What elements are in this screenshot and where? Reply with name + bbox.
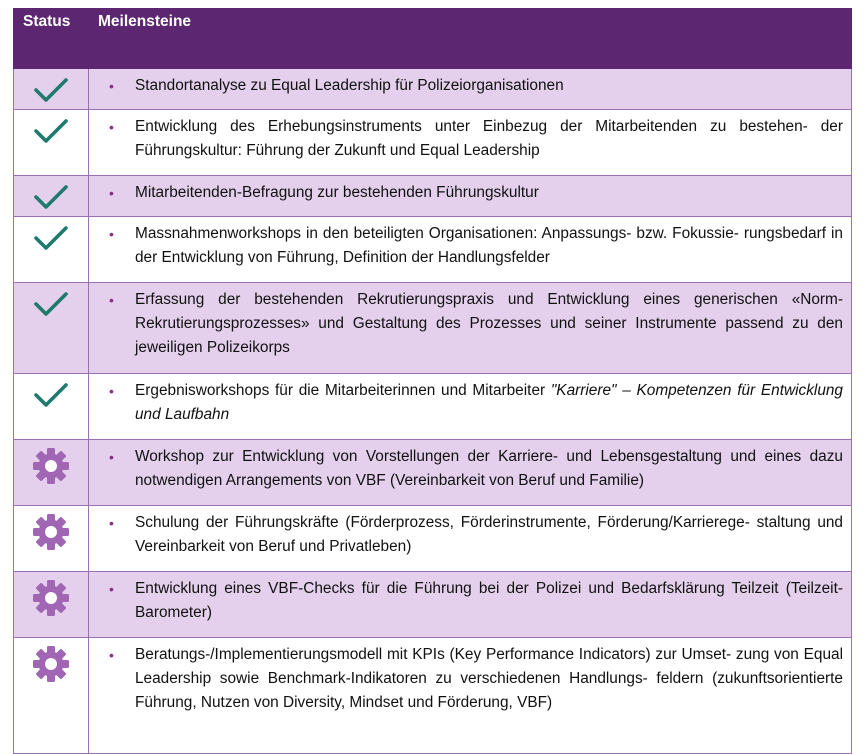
table-header-row — [14, 9, 852, 69]
status-cell — [14, 217, 89, 283]
check-icon — [33, 223, 69, 253]
bullet-icon: • — [109, 647, 114, 663]
status-cell — [14, 283, 89, 374]
milestone-text: Workshop zur Entwicklung von Vorstellungen der Karriere- und Lebensgestaltung und eines dazu notwendigen Arrangements von VBF (Vereinbarkeit von Beruf und Familie) — [135, 448, 843, 489]
gear-icon — [32, 645, 70, 683]
milestone-cell — [89, 374, 852, 440]
bullet-icon: • — [109, 449, 114, 465]
table-row — [14, 572, 852, 638]
list-item — [109, 74, 843, 98]
list-item — [109, 115, 843, 163]
milestone-text: Entwicklung eines VBF-Checks für die Führung bei der Polizei und Bedarfsklärung Teilzeit (Teilzeit-Barometer) — [135, 580, 843, 621]
milestone-text: Beratungs-/Implementierungsmodell mit KPIs (Key Performance Indicators) zur Umset- zung von Equal Leadership sowie Benchmark-Indikatoren zu verschiedenen Handlungs- feldern (zukunftsorientierte Führung, Nutzen von Diversity, Mindset und Förderung, VBF) — [135, 646, 843, 711]
table-row — [14, 110, 852, 176]
list-item — [109, 577, 843, 625]
table-row — [14, 638, 852, 754]
bullet-icon: • — [109, 292, 114, 308]
table-row — [14, 176, 852, 217]
bullet-icon: • — [109, 581, 114, 597]
bullet-icon: • — [109, 515, 114, 531]
milestone-text: Mitarbeitenden-Befragung zur bestehenden Führungskultur — [135, 184, 539, 201]
list-item — [109, 511, 843, 559]
milestone-text: Massnahmenworkshops in den beteiligten Organisationen: Anpassungs- bzw. Fokussie- rungsbedarf in der Entwicklung von Führung, Definition der Handlungsfelder — [135, 225, 843, 266]
gear-icon — [32, 513, 70, 551]
gear-icon — [32, 579, 70, 617]
bullet-icon: • — [109, 383, 114, 399]
list-item — [109, 222, 843, 270]
bullet-icon: • — [109, 119, 114, 135]
milestone-text: Erfassung der bestehenden Rekrutierungspraxis und Entwicklung eines generischen «Norm-Rekrutierungsprozesses» und Gestaltung des Prozesses und seiner Instrumente passend zu den jeweiligen Polizeikorps — [135, 291, 843, 356]
check-icon — [33, 116, 69, 146]
table-row — [14, 283, 852, 374]
table-row — [14, 374, 852, 440]
milestones-table — [13, 8, 852, 754]
milestone-cell — [89, 638, 852, 754]
status-cell — [14, 638, 89, 754]
table-row — [14, 506, 852, 572]
check-icon — [33, 289, 69, 319]
bullet-icon: • — [109, 185, 114, 201]
milestone-cell — [89, 283, 852, 374]
status-cell — [14, 69, 89, 110]
check-icon — [33, 182, 69, 212]
bullet-icon: • — [109, 226, 114, 242]
status-cell — [14, 110, 89, 176]
table-row — [14, 217, 852, 283]
milestone-cell — [89, 506, 852, 572]
milestone-cell — [89, 217, 852, 283]
list-item — [109, 445, 843, 493]
milestone-text: Entwicklung des Erhebungsinstruments unter Einbezug der Mitarbeitenden zu bestehen- der Führungskultur: Führung der Zukunft und Equal Leadership — [135, 118, 843, 159]
table-row — [14, 69, 852, 110]
milestone-text: Standortanalyse zu Equal Leadership für Polizeiorganisationen — [135, 77, 564, 94]
milestones-body — [14, 69, 852, 754]
milestone-cell — [89, 572, 852, 638]
milestone-text: Ergebnisworkshops für die Mitarbeiterinnen und Mitarbeiter "Karriere" – Kompetenzen für Entwicklung und Laufbahn — [135, 382, 843, 423]
milestone-text-italic: "Karriere" – Kompetenzen für Entwicklung und Laufbahn — [135, 382, 843, 423]
milestone-cell — [89, 440, 852, 506]
status-cell — [14, 176, 89, 217]
check-icon — [33, 380, 69, 410]
gear-icon — [32, 447, 70, 485]
status-cell — [14, 374, 89, 440]
milestone-cell — [89, 110, 852, 176]
list-item — [109, 643, 843, 715]
header-status: Status — [14, 9, 89, 69]
bullet-icon: • — [109, 78, 114, 94]
header-milestones: Meilensteine — [89, 9, 852, 69]
list-item — [109, 379, 843, 427]
check-icon — [33, 75, 69, 105]
status-cell — [14, 440, 89, 506]
milestone-cell — [89, 176, 852, 217]
list-item — [109, 181, 843, 205]
status-cell — [14, 506, 89, 572]
table-row — [14, 440, 852, 506]
milestone-cell — [89, 69, 852, 110]
list-item — [109, 288, 843, 360]
status-cell — [14, 572, 89, 638]
milestone-text: Schulung der Führungskräfte (Förderprozess, Förderinstrumente, Förderung/Karrierege- staltung und Vereinbarkeit von Beruf und Privatleben) — [135, 514, 843, 555]
